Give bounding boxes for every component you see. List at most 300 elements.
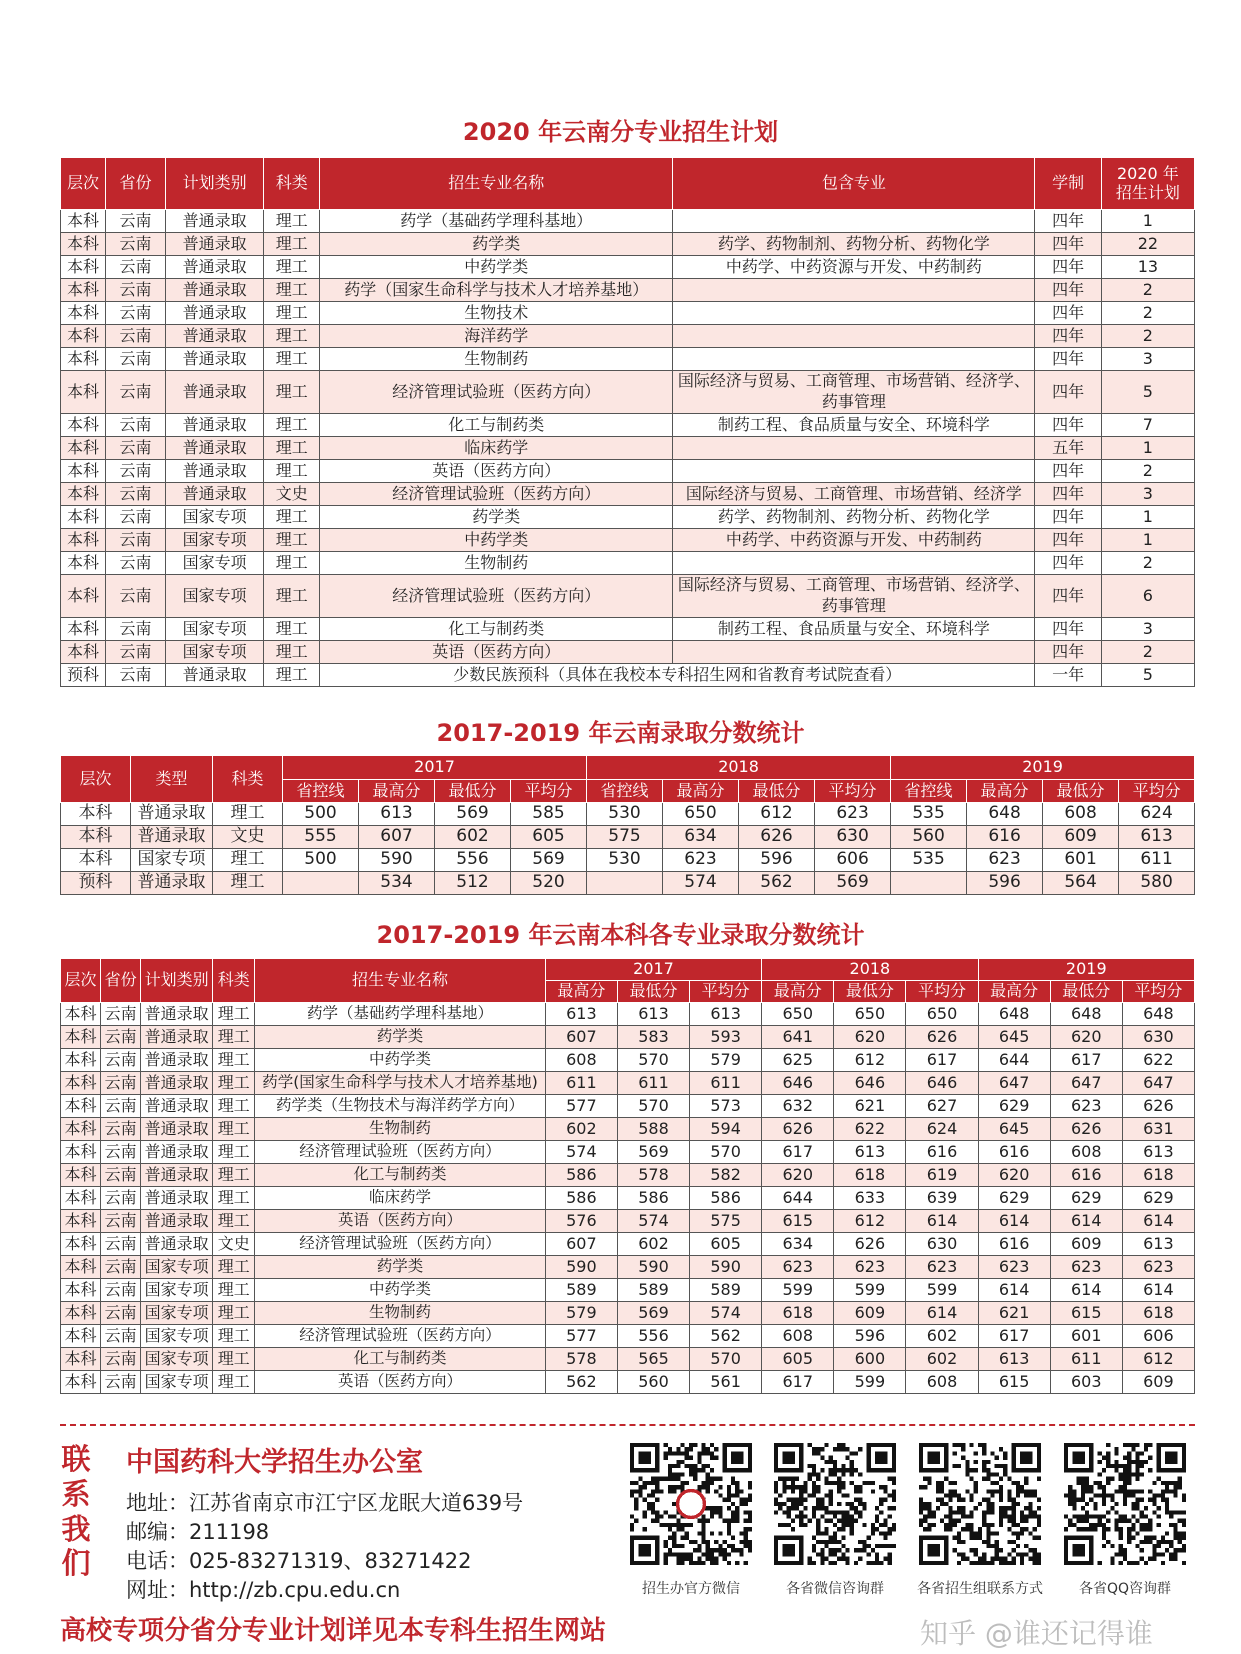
header-cell: 层次 <box>61 959 101 1003</box>
table-cell: 578 <box>617 1164 689 1187</box>
table-cell: 国家专项 <box>131 849 213 872</box>
table-cell: 608 <box>545 1049 617 1072</box>
table-cell: 617 <box>762 1371 834 1394</box>
table-cell: 普通录取 <box>141 1003 213 1026</box>
table-cell: 普通录取 <box>141 1026 213 1049</box>
table-row <box>61 664 1195 687</box>
table-cell: 535 <box>891 849 967 872</box>
table-cell: 普通录取 <box>131 826 213 849</box>
table-cell: 641 <box>762 1026 834 1049</box>
table-cell: 经济管理试验班（医药方向） <box>320 483 673 506</box>
table-cell: 四年 <box>1035 529 1101 552</box>
header-plan: 招生计划 <box>1115 182 1180 202</box>
table-cell: 中药学类 <box>255 1279 546 1302</box>
table-cell: 四年 <box>1035 575 1101 618</box>
table-cell: 564 <box>1043 872 1119 895</box>
table-cell: 国际经济与贸易、工商管理、市场营销、经济学、药事管理 <box>673 371 1035 414</box>
table-cell: 本科 <box>61 325 106 348</box>
table-cell: 海洋药学 <box>320 325 673 348</box>
table-cell: 596 <box>834 1325 906 1348</box>
header-cell: 科类 <box>213 756 283 803</box>
table-cell: 613 <box>1122 1141 1194 1164</box>
table-cell: 药学(国家生命科学与技术人才培养基地) <box>255 1072 546 1095</box>
table-cell: 2 <box>1101 641 1194 664</box>
year-header: 2019 <box>891 756 1195 780</box>
table-cell <box>673 302 1035 325</box>
table-cell: 四年 <box>1035 210 1101 233</box>
table-cell: 理工 <box>264 460 320 483</box>
table-row <box>61 256 1195 279</box>
contact-char: 们 <box>61 1546 91 1581</box>
table-cell: 云南 <box>105 552 165 575</box>
table-cell: 本科 <box>61 1302 101 1325</box>
table-cell: 云南 <box>101 1348 141 1371</box>
table-cell: 602 <box>906 1325 978 1348</box>
header-year: 2020 年 <box>1116 164 1179 184</box>
table-cell <box>891 872 967 895</box>
table-cell: 普通录取 <box>141 1141 213 1164</box>
table-cell: 570 <box>690 1348 762 1371</box>
table-cell: 623 <box>978 1256 1050 1279</box>
table-cell: 四年 <box>1035 325 1101 348</box>
table-cell: 理工 <box>213 1256 255 1279</box>
table-cell: 577 <box>545 1095 617 1118</box>
table-cell: 国际经济与贸易、工商管理、市场营销、经济学 <box>673 483 1035 506</box>
table-cell: 生物制药 <box>320 348 673 371</box>
table-cell: 500 <box>283 849 359 872</box>
table-cell: 本科 <box>61 348 106 371</box>
table-cell: 520 <box>511 872 587 895</box>
table-cell: 云南 <box>101 1095 141 1118</box>
table-cell: 理工 <box>264 664 320 687</box>
table-cell: 理工 <box>213 872 283 895</box>
table-cell: 624 <box>1119 803 1195 826</box>
sub-header-cell: 平均分 <box>815 780 891 803</box>
table-cell: 618 <box>1122 1302 1194 1325</box>
table-cell: 药学类 <box>320 233 673 256</box>
table-cell: 614 <box>906 1302 978 1325</box>
table-cell: 578 <box>545 1348 617 1371</box>
table-cell: 603 <box>1050 1371 1122 1394</box>
table-cell: 22 <box>1101 233 1194 256</box>
table-cell: 616 <box>967 826 1043 849</box>
table-cell: 629 <box>1050 1187 1122 1210</box>
table-cell: 620 <box>834 1026 906 1049</box>
table-row <box>61 1256 1195 1279</box>
table-cell: 云南 <box>101 1164 141 1187</box>
table-row <box>61 1049 1195 1072</box>
table-cell: 570 <box>690 1141 762 1164</box>
table-row <box>61 1371 1195 1394</box>
table-cell: 四年 <box>1035 618 1101 641</box>
table-cell: 599 <box>834 1371 906 1394</box>
table-cell: 588 <box>617 1118 689 1141</box>
qr-caption: 招生办官方微信 <box>642 1581 740 1597</box>
table-cell: 本科 <box>61 302 106 325</box>
table-cell: 609 <box>834 1302 906 1325</box>
table-cell: 理工 <box>264 437 320 460</box>
table-cell: 中药学类 <box>320 529 673 552</box>
table-cell: 615 <box>762 1210 834 1233</box>
sub-header-cell: 最高分 <box>359 780 435 803</box>
table-cell: 606 <box>1122 1325 1194 1348</box>
table-cell: 预科 <box>61 664 106 687</box>
table-cell: 生物技术 <box>320 302 673 325</box>
table-cell: 645 <box>978 1026 1050 1049</box>
table-cell: 英语（医药方向） <box>255 1210 546 1233</box>
table-cell: 626 <box>762 1118 834 1141</box>
table-cell: 云南 <box>105 618 165 641</box>
table-cell: 理工 <box>213 1072 255 1095</box>
table-row <box>61 414 1195 437</box>
table-cell: 理工 <box>264 618 320 641</box>
table-cell: 500 <box>283 803 359 826</box>
table-cell: 614 <box>906 1210 978 1233</box>
table-cell: 本科 <box>61 1003 101 1026</box>
table-cell: 本科 <box>61 618 106 641</box>
table-row <box>61 641 1195 664</box>
table-cell: 理工 <box>213 1003 255 1026</box>
table-cell: 制药工程、食品质量与安全、环境科学 <box>673 618 1035 641</box>
table-cell: 本科 <box>61 1371 101 1394</box>
table-cell: 5 <box>1101 664 1194 687</box>
table-cell: 国家专项 <box>141 1302 213 1325</box>
table-cell: 631 <box>1122 1118 1194 1141</box>
table-cell: 理工 <box>213 1279 255 1302</box>
table-cell: 607 <box>545 1026 617 1049</box>
table-cell: 650 <box>663 803 739 826</box>
table-cell: 580 <box>1119 872 1195 895</box>
table-cell: 616 <box>906 1141 978 1164</box>
table-cell: 616 <box>978 1233 1050 1256</box>
table-cell: 理工 <box>264 279 320 302</box>
table-cell: 609 <box>1043 826 1119 849</box>
table-cell: 602 <box>545 1118 617 1141</box>
table-cell: 经济管理试验班（医药方向） <box>255 1141 546 1164</box>
table-cell: 经济管理试验班（医药方向） <box>255 1233 546 1256</box>
table-cell: 647 <box>1122 1072 1194 1095</box>
table-cell: 制药工程、食品质量与安全、环境科学 <box>673 414 1035 437</box>
table-cell: 理工 <box>264 552 320 575</box>
table-cell: 586 <box>690 1187 762 1210</box>
table-cell: 611 <box>690 1072 762 1095</box>
table-cell: 普通录取 <box>165 325 264 348</box>
qr-code-icon <box>774 1443 896 1565</box>
table-row <box>61 325 1195 348</box>
table-cell: 530 <box>587 849 663 872</box>
table-cell: 理工 <box>213 1187 255 1210</box>
table-cell: 五年 <box>1035 437 1101 460</box>
table-cell: 临床药学 <box>320 437 673 460</box>
table-cell: 573 <box>690 1095 762 1118</box>
table-cell: 647 <box>978 1072 1050 1095</box>
table-cell: 云南 <box>105 506 165 529</box>
table-cell: 624 <box>906 1118 978 1141</box>
table-cell: 613 <box>359 803 435 826</box>
table-cell: 国家专项 <box>165 529 264 552</box>
table-row <box>61 1210 1195 1233</box>
header-cell: 学制 <box>1035 158 1101 210</box>
table-cell: 3 <box>1101 483 1194 506</box>
table-cell: 608 <box>1050 1141 1122 1164</box>
table-cell: 普通录取 <box>165 483 264 506</box>
table-cell: 608 <box>906 1371 978 1394</box>
table-cell: 615 <box>978 1371 1050 1394</box>
table-cell: 理工 <box>264 256 320 279</box>
table-row <box>61 529 1195 552</box>
table-cell: 本科 <box>61 1095 101 1118</box>
header-cell: 类型 <box>131 756 213 803</box>
table-row <box>61 1003 1195 1026</box>
table-cell: 650 <box>834 1003 906 1026</box>
table-cell: 630 <box>1122 1026 1194 1049</box>
sub-header-cell: 最低分 <box>435 780 511 803</box>
table-cell: 607 <box>545 1233 617 1256</box>
contact-website[interactable]: 网址：http://zb.cpu.edu.cn <box>126 1578 401 1602</box>
table-cell: 3 <box>1101 348 1194 371</box>
qr-code-icon <box>919 1443 1041 1565</box>
table-cell: 理工 <box>264 414 320 437</box>
table-cell: 583 <box>617 1026 689 1049</box>
table-cell: 理工 <box>213 1049 255 1072</box>
table-cell: 普通录取 <box>165 414 264 437</box>
table-cell: 理工 <box>213 1325 255 1348</box>
table-row <box>61 575 1195 618</box>
year-header: 2017 <box>545 959 761 981</box>
table-cell: 606 <box>815 849 891 872</box>
table-cell: 国家专项 <box>141 1256 213 1279</box>
table-cell <box>587 872 663 895</box>
table-cell: 理工 <box>264 210 320 233</box>
table-cell: 本科 <box>61 803 131 826</box>
table-cell: 普通录取 <box>141 1210 213 1233</box>
table-row <box>61 1279 1195 1302</box>
table-cell: 四年 <box>1035 552 1101 575</box>
table-cell: 601 <box>1043 849 1119 872</box>
table-cell: 623 <box>762 1256 834 1279</box>
table-cell: 理工 <box>264 325 320 348</box>
contact-phone: 电话：025-83271319、83271422 <box>126 1549 472 1573</box>
table-cell: 文史 <box>213 1233 255 1256</box>
table-cell: 生物制药 <box>320 552 673 575</box>
table-cell: 本科 <box>61 1325 101 1348</box>
table-cell: 629 <box>978 1187 1050 1210</box>
table-cell: 586 <box>617 1187 689 1210</box>
table-cell: 593 <box>690 1026 762 1049</box>
header-cell: 层次 <box>61 158 106 210</box>
table-cell: 药学类（生物技术与海洋药学方向） <box>255 1095 546 1118</box>
table-row <box>61 849 1195 872</box>
table-row <box>61 210 1195 233</box>
table-cell: 本科 <box>61 460 106 483</box>
table-cell: 569 <box>435 803 511 826</box>
sub-header-cell: 最低分 <box>834 981 906 1003</box>
table-cell: 经济管理试验班（医药方向） <box>320 575 673 618</box>
table-cell: 602 <box>906 1348 978 1371</box>
bottom-note: 高校专项分省分专业计划详见本专科生招生网站 <box>60 1616 607 1646</box>
table-cell: 647 <box>1050 1072 1122 1095</box>
table-cell: 本科 <box>61 1187 101 1210</box>
table-cell: 589 <box>690 1279 762 1302</box>
table-cell: 611 <box>617 1072 689 1095</box>
table-cell: 565 <box>617 1348 689 1371</box>
table-cell: 本科 <box>61 552 106 575</box>
table-cell: 理工 <box>264 641 320 664</box>
table-cell: 577 <box>545 1325 617 1348</box>
table-cell: 云南 <box>101 1210 141 1233</box>
header-cell: 层次 <box>61 756 131 803</box>
table-cell: 云南 <box>101 1325 141 1348</box>
sub-header-cell: 最低分 <box>1043 780 1119 803</box>
year-header: 2017 <box>283 756 587 780</box>
table-cell: 613 <box>978 1348 1050 1371</box>
table-cell: 经济管理试验班（医药方向） <box>255 1325 546 1348</box>
major-scores-table-body <box>61 1003 1195 1394</box>
qr-caption: 各省QQ咨询群 <box>1078 1581 1172 1597</box>
sub-header-cell: 省控线 <box>283 780 359 803</box>
table-cell: 云南 <box>105 414 165 437</box>
table-cell: 570 <box>617 1049 689 1072</box>
table-cell: 理工 <box>213 1026 255 1049</box>
table-cell: 普通录取 <box>141 1187 213 1210</box>
table-cell: 云南 <box>105 279 165 302</box>
table-row <box>61 483 1195 506</box>
table-cell: 文史 <box>264 483 320 506</box>
table-cell: 本科 <box>61 1279 101 1302</box>
table-cell: 623 <box>1050 1095 1122 1118</box>
table-cell: 云南 <box>105 371 165 414</box>
table-cell: 582 <box>690 1164 762 1187</box>
table-cell: 经济管理试验班（医药方向） <box>320 371 673 414</box>
table-cell: 云南 <box>105 233 165 256</box>
table-cell: 608 <box>762 1325 834 1348</box>
table-cell: 570 <box>617 1095 689 1118</box>
table-cell: 药学（基础药学理科基地） <box>255 1003 546 1026</box>
table-cell: 四年 <box>1035 414 1101 437</box>
contact-address: 地址：江苏省南京市江宁区龙眠大道639号 <box>126 1491 524 1515</box>
table-cell: 云南 <box>101 1049 141 1072</box>
table-cell: 理工 <box>213 1095 255 1118</box>
table-cell: 562 <box>690 1325 762 1348</box>
table-cell: 608 <box>1043 803 1119 826</box>
sub-header-cell: 最高分 <box>663 780 739 803</box>
major-scores-title: 2017-2019 年云南本科各专业录取分数统计 <box>376 921 865 949</box>
table-cell: 本科 <box>61 826 131 849</box>
table-cell: 普通录取 <box>141 1072 213 1095</box>
table-cell: 574 <box>617 1210 689 1233</box>
table-cell: 本科 <box>61 1141 101 1164</box>
table-row <box>61 803 1195 826</box>
table-cell: 613 <box>545 1003 617 1026</box>
table-cell: 普通录取 <box>165 348 264 371</box>
table-cell: 626 <box>739 826 815 849</box>
sub-header-cell: 最低分 <box>739 780 815 803</box>
table-cell: 648 <box>1122 1003 1194 1026</box>
table-cell: 586 <box>545 1187 617 1210</box>
table-cell: 613 <box>1119 826 1195 849</box>
scores-title: 2017-2019 年云南录取分数统计 <box>436 719 805 747</box>
table-cell: 云南 <box>105 325 165 348</box>
table-cell: 1 <box>1101 437 1194 460</box>
table-cell: 本科 <box>61 1072 101 1095</box>
table-cell: 629 <box>1122 1187 1194 1210</box>
table-cell: 本科 <box>61 437 106 460</box>
table-cell: 四年 <box>1035 233 1101 256</box>
table-cell: 药学类 <box>255 1026 546 1049</box>
header-cell: 招生专业名称 <box>320 158 673 210</box>
table-cell: 云南 <box>101 1187 141 1210</box>
table-cell: 617 <box>978 1325 1050 1348</box>
table-cell: 普通录取 <box>165 279 264 302</box>
table-cell: 本科 <box>61 210 106 233</box>
table-cell: 云南 <box>101 1302 141 1325</box>
table-cell: 1 <box>1101 506 1194 529</box>
table-cell: 本科 <box>61 1233 101 1256</box>
table-cell: 中药学、中药资源与开发、中药制药 <box>673 256 1035 279</box>
table-cell: 590 <box>545 1256 617 1279</box>
table-cell: 2 <box>1101 552 1194 575</box>
table-cell: 本科 <box>61 371 106 414</box>
header-cell: 计划类别 <box>165 158 264 210</box>
table-cell: 理工 <box>264 233 320 256</box>
table-cell: 639 <box>906 1187 978 1210</box>
table-cell: 普通录取 <box>141 1095 213 1118</box>
table-cell: 普通录取 <box>141 1233 213 1256</box>
table-cell: 599 <box>906 1279 978 1302</box>
table-cell: 药学（国家生命科学与技术人才培养基地） <box>320 279 673 302</box>
table-cell <box>673 460 1035 483</box>
table-cell: 本科 <box>61 641 106 664</box>
table-row <box>61 348 1195 371</box>
table-cell: 普通录取 <box>165 371 264 414</box>
qr-code-icon <box>630 1443 752 1565</box>
contact-char: 我 <box>61 1511 91 1546</box>
major-scores-table <box>60 958 1195 1394</box>
table-cell: 602 <box>617 1233 689 1256</box>
table-cell: 617 <box>762 1141 834 1164</box>
table-cell: 本科 <box>61 279 106 302</box>
table-cell: 579 <box>545 1302 617 1325</box>
table-cell: 614 <box>1050 1279 1122 1302</box>
table-cell: 530 <box>587 803 663 826</box>
table-cell: 605 <box>690 1233 762 1256</box>
table-row <box>61 552 1195 575</box>
table-cell: 英语（医药方向） <box>255 1371 546 1394</box>
scores-table <box>60 755 1195 895</box>
table-cell: 589 <box>617 1279 689 1302</box>
table-cell: 理工 <box>213 1164 255 1187</box>
table-cell: 3 <box>1101 618 1194 641</box>
table-cell: 590 <box>690 1256 762 1279</box>
table-cell: 621 <box>978 1302 1050 1325</box>
table-cell: 648 <box>967 803 1043 826</box>
table-cell: 国家专项 <box>165 552 264 575</box>
header-cell: 计划类别 <box>141 959 213 1003</box>
table-cell: 611 <box>545 1072 617 1095</box>
table-cell: 620 <box>762 1164 834 1187</box>
watermark: 知乎 @谁还记得谁 <box>920 1617 1153 1650</box>
table-row <box>61 826 1195 849</box>
table-cell: 560 <box>891 826 967 849</box>
table-cell: 临床药学 <box>255 1187 546 1210</box>
table-cell: 617 <box>1050 1049 1122 1072</box>
table-cell: 612 <box>1122 1348 1194 1371</box>
table-cell: 本科 <box>61 233 106 256</box>
table-cell: 云南 <box>105 483 165 506</box>
table-cell: 618 <box>834 1164 906 1187</box>
table-cell: 600 <box>834 1348 906 1371</box>
table-cell: 613 <box>1122 1233 1194 1256</box>
